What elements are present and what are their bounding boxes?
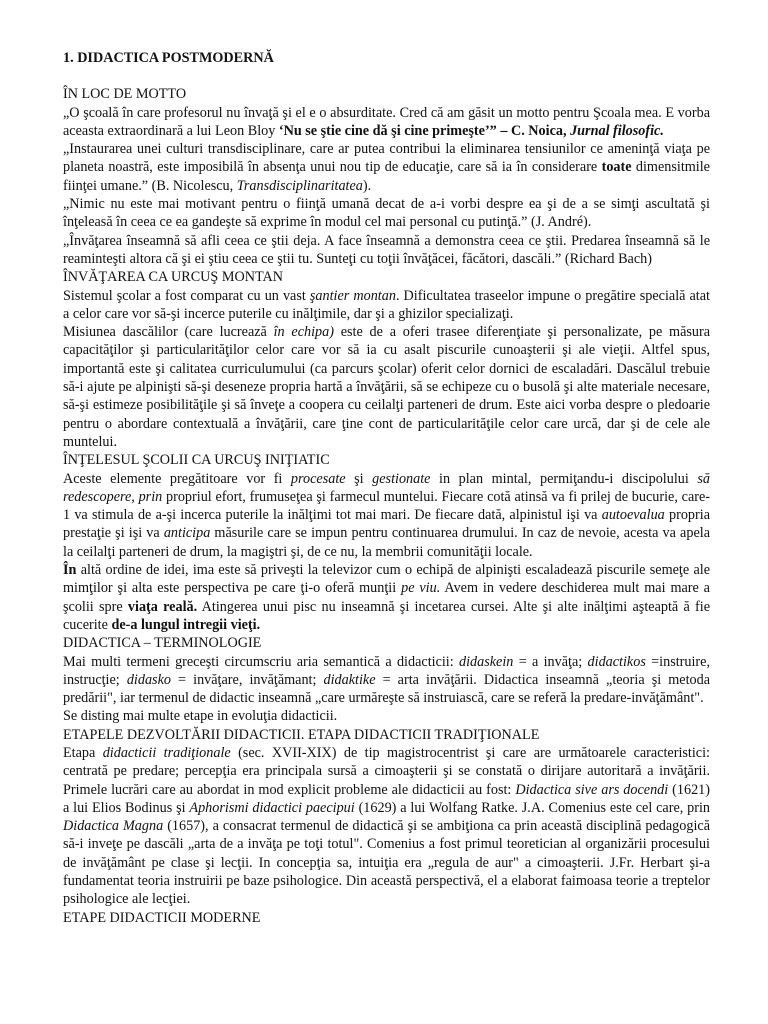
terminologie-heading: DIDACTICA – TERMINOLOGIE: [63, 635, 262, 652]
terminologie-paragraph-2: Se disting mai multe etape in evoluţia didacticii.: [63, 708, 338, 725]
motto-quote-andre: „Nimic nu este mai motivant pentru o fiinţă umană decat de a-i vorbi despre ea şi de a se simţi ascultată şi înţeleasă în ceea ce ea gandeşte să exprime în modul cel mai personal cu putinţă.” (J. André).: [63, 196, 710, 231]
urcus-initiatic-paragraph-1: Aceste elemente pregătitoare vor fi procesate şi gestionate in plan mintal, permiţandu-i discipolului să redescopere, prin propriul efort, frumuseţea şi farmecul muntelui. Fiecare cotă atinsă va fi prilej de bucurie, care-1 va stimula de a-şi incerca puterile la inălţimi tot mai mari. De fiecare dată, alpinistul işi va autoevalua propria prestaţie şi işi va anticipa măsurile care se impun pentru continuarea drumului. In caz de nevoie, acesta va apela la ceilalţi parteneri de drum, la magiştri şi, de ce nu, la membrii comunităţii locale.: [63, 470, 710, 560]
motto-quote-bach: „Învăţarea înseamnă să afli ceea ce ştii deja. A face înseamnă a demonstra ceea ce ştii. Predarea înseamnă să le reaminteşti altora că şi ei ştiu ceea ce ştii tu. Sunteţi cu toţii învăţăcei, făcători, dascăli.” (Richard Bach): [63, 232, 710, 267]
traditionala-heading: ETAPELE DEZVOLTĂRII DIDACTICII. ETAPA DIDACTICII TRADIŢIONALE: [63, 726, 540, 743]
motto-heading: ÎN LOC DE MOTTO: [63, 86, 187, 103]
urcus-montan-paragraph-1: Sistemul şcolar a fost comparat cu un vast şantier montan. Dificultatea traseelor impune o pregătire specială atat a celor care vor să-şi incerce puterile cu inălţimile, dar şi a ghizilor specializaţi.: [63, 287, 710, 322]
motto-quote-nicolescu: „Instaurarea unei culturi transdisciplinare, care ar putea contribui la eliminarea tensiunilor ce ameninţă viaţa pe planeta noastră, este imposibilă în absenţa unui nou tip de educaţie, care să ia în considerare toate dimensitmile fiinţei umane.” (B. Nicolescu, Transdisciplinaritatea).: [63, 141, 710, 194]
urcus-initiatic-paragraph-2: În altă ordine de idei, ima este să priveşti la televizor cum o echipă de alpinişti escaladează piscurile semeţe ale mimţilor şi alta este perspectiva pe care ţi-o oferă munţii pe viu. Avem in vedere deschiderea mult mai mare a şcolii spre viaţa reală. Atingerea unui pisc nu inseamnă şi incetarea cursei. Alte şi alte inălţimi aşteaptă ă fie cucerite de-a lungul intregii vieţi.: [63, 562, 711, 633]
urcus-montan-heading: ÎNVĂŢAREA CA URCUŞ MONTAN: [63, 269, 283, 286]
urcus-montan-paragraph-2: Misiunea dascălilor (care lucrează în echipa) este de a oferi trasee diferenţiate şi personalizate, pe măsura capacităţilor şi particularităţilor celor care vor să ia cu asalt piscurile cunoaşterii şi ale vieţii. Altfel spus, importantă este şi calitatea curriculumului (ca parcurs şcolar) oferit celor dornici de escaladări. Dascălul trebuie să-i ajute pe alpinişti să-şi deseneze propria hartă a învăţării, să se echipeze cu o busolă şi alte materiale necesare, să-şi estimeze posibilităţile şi să înveţe a coopera cu ceilalţi parteneri de drum. Este aici vorba despre o pledoarie pentru o abordare contextuală a învăţării, care ţine cont de particularităţile celor care urcă, dar şi de cele ale muntelui.: [63, 324, 711, 450]
moderne-heading: ETAPE DIDACTICII MODERNE: [63, 909, 261, 926]
traditionala-paragraph-1: Etapa didacticii tradiţionale (sec. XVII-XIX) de tip magistrocentrist şi care are următoarele caracteristici: centrată pe predare; percepţia era principala sursă a cimoaşterii şi se constată o dirijare autoritară a invăţării. Primele lucrări care au abordat in mod explicit probleme ale didacticii au fost: Didactica sive ars docendi (1621) a lui Elios Bodinus şi Aphorismi didactici paecipui (1629) a lui Wolfang Ratke. J.A. Comenius este cel care, prin Didactica Magna (1657), a consacrat termenul de didactică şi se ambiţiona ca prin această disciplină pedagogică să-i inveţe pe dascăli „arta de a invăţa pe toţi totul". Comenius a fost primul teoretician al organizării procesului de invăţământ pe clase şi lecţii. In concepţia sa, intuiţia era „regula de aur" a cimoaşterii. J.Fr. Herbart şi-a fundamentat teoria instruirii pe baze psihologice. Din această perspectivă, el a elaborat faimoasa teorie a treptelor psihologice ale lecţiei.: [63, 744, 710, 908]
motto-quote-noica: „O şcoală în care profesorul nu învaţă şi el e o absurditate. Cred că am găsit un motto pentru Şcoala mea. E vorba aceasta extraordinară a lui Leon Bloy ‘Nu se ştie cine dă şi cine primeşte’” – C. Noica, Jurnal filosofic.: [63, 104, 710, 139]
document-title: 1. DIDACTICA POSTMODERNĂ: [63, 50, 274, 66]
urcus-initiatic-heading: ÎNŢELESUL ŞCOLII CA URCUŞ INIŢIATIC: [63, 452, 330, 469]
terminologie-paragraph-1: Mai multi termeni greceşti circumscriu aria semantică a didacticii: didaskein = a invăţa; didactikos =instruire, instrucţie; didasko = invăţare, invăţămant; didaktike = arta invăţării. Didactica inseamnă „teoria şi metoda predării", iar termenul de didactic inseamnă „care urmăreşte să instruiască, care se referă la predare-invăţământ".: [63, 653, 710, 707]
